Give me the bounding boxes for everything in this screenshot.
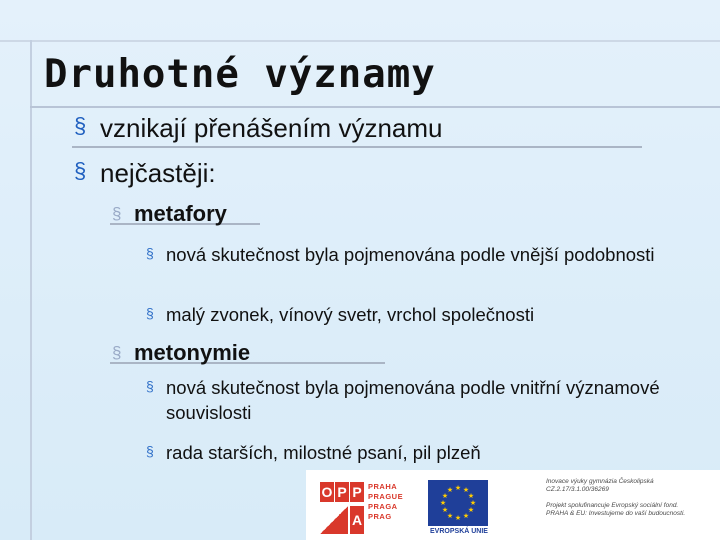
oppa-letter: O bbox=[321, 484, 333, 500]
bullet-metonymie bbox=[112, 340, 250, 366]
svg-text:★: ★ bbox=[469, 499, 477, 507]
svg-text:★: ★ bbox=[462, 486, 470, 494]
svg-text:★: ★ bbox=[467, 492, 475, 500]
svg-text:★: ★ bbox=[454, 484, 462, 492]
bullet-metonymie-sub-2 bbox=[146, 440, 586, 465]
praha-row: PRAHA bbox=[368, 482, 398, 491]
svg-text:★: ★ bbox=[454, 514, 462, 522]
svg-text:★: ★ bbox=[467, 506, 475, 514]
frame-left-line bbox=[30, 40, 32, 540]
svg-text:★: ★ bbox=[446, 512, 454, 520]
praha-logo bbox=[368, 482, 424, 534]
bullet-icon: § bbox=[112, 204, 122, 223]
bullet-metafory bbox=[112, 201, 227, 227]
svg-text:★: ★ bbox=[446, 486, 454, 494]
info-line: PRAHA & EU: Investujeme do vaší budoucnosti. bbox=[546, 510, 686, 517]
oppa-letter: P bbox=[350, 482, 364, 502]
footer-logo-strip bbox=[306, 470, 720, 540]
bullet-metafory-sub-2 bbox=[146, 302, 706, 327]
bullet-text: nová skutečnost byla pojmenována podle vnitřní významové souvislosti bbox=[166, 377, 660, 423]
bullet-text: nová skutečnost byla pojmenována podle vnější podobnosti bbox=[166, 244, 655, 265]
bullet-icon: § bbox=[112, 343, 122, 362]
bullet-icon: § bbox=[146, 378, 154, 394]
eu-flag-icon bbox=[428, 480, 488, 526]
slide-title: Druhotné významy bbox=[44, 52, 436, 97]
oppa-shape bbox=[320, 506, 348, 534]
praha-row: PRAGUE bbox=[368, 492, 404, 501]
bullet-icon: § bbox=[146, 305, 154, 321]
info-line: CZ.2.17/3.1.00/36269 bbox=[546, 486, 609, 493]
item1-underline bbox=[72, 146, 642, 148]
bullet-icon: § bbox=[146, 245, 154, 261]
bullet-icon: § bbox=[74, 158, 87, 183]
svg-text:★: ★ bbox=[462, 512, 470, 520]
eu-label: EVROPSKÁ UNIE bbox=[430, 528, 488, 535]
title-underline bbox=[30, 106, 720, 108]
bullet-text: rada starších, milostné psaní, pil plzeň bbox=[166, 442, 481, 463]
praha-row: PRAGA bbox=[368, 502, 398, 511]
bullet-icon: § bbox=[146, 443, 154, 459]
bullet-text: vznikají přenášením významu bbox=[100, 113, 443, 143]
svg-text:★: ★ bbox=[439, 499, 447, 507]
bullet-text: malý zvonek, vínový svetr, vrchol společnosti bbox=[166, 304, 535, 325]
project-info bbox=[546, 478, 716, 518]
info-line: Inovace výuky gymnázia Českolipská bbox=[546, 478, 654, 485]
svg-text:★: ★ bbox=[441, 492, 449, 500]
svg-text:★: ★ bbox=[441, 506, 449, 514]
frame-top-line bbox=[0, 40, 720, 42]
bullet-text: nejčastěji: bbox=[100, 158, 216, 188]
oppa-letter: P bbox=[335, 482, 349, 502]
bullet-metonymie-sub-1 bbox=[146, 375, 686, 425]
info-line: Projekt spolufinancuje Evropský sociální fond. bbox=[546, 502, 679, 509]
bullet-text: metafory bbox=[134, 201, 227, 226]
bullet-metafory-sub-1 bbox=[146, 242, 686, 267]
bullet-icon: § bbox=[74, 113, 87, 138]
oppa-letter: A bbox=[350, 506, 364, 534]
bullet-item-2 bbox=[74, 158, 216, 189]
praha-row: PRAG bbox=[368, 512, 392, 521]
bullet-item-1 bbox=[74, 113, 442, 144]
bullet-text: metonymie bbox=[134, 340, 251, 365]
